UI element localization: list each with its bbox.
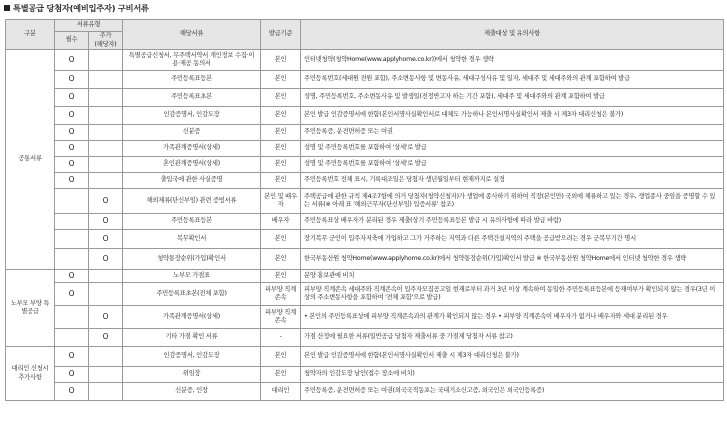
document-name: 인감증명서, 인감도장 bbox=[123, 107, 261, 125]
document-name: 해외체류(단신부임) 관련 증빙서류 bbox=[123, 189, 261, 214]
table-row bbox=[6, 189, 724, 214]
additional-mark: O bbox=[89, 214, 123, 230]
required-mark: O bbox=[55, 125, 89, 141]
note: 성명 및 주민등록번호를 포함하여 '상세'로 발급 bbox=[301, 157, 724, 173]
document-name: 주민등록표초본 bbox=[123, 89, 261, 107]
required-mark: O bbox=[55, 383, 89, 401]
note: 분양 홍보관에 비치 bbox=[301, 270, 724, 283]
additional-mark: O bbox=[89, 189, 123, 214]
basis: 본인 bbox=[261, 50, 301, 71]
required-mark: O bbox=[55, 107, 89, 125]
required-mark bbox=[55, 306, 89, 329]
required-mark: O bbox=[55, 283, 89, 306]
required-mark: O bbox=[55, 89, 89, 107]
basis: 본인 bbox=[261, 230, 301, 249]
header-category: 구분 bbox=[6, 20, 55, 50]
square-bullet-icon bbox=[4, 5, 10, 11]
basis: 본인 bbox=[261, 89, 301, 107]
additional-mark bbox=[89, 50, 123, 71]
additional-mark bbox=[89, 347, 123, 367]
note: • 본인의 주민등록표상에 피부양 직계존속과의 관계가 확인되지 않는 경우 • 피부양 직계존속이 배우자가 없거나 배우자와 세대 분리된 경우 bbox=[301, 306, 724, 329]
basis: 본인 bbox=[261, 125, 301, 141]
note: 주민등록표상 배우자가 분리된 경우 제출(상기 주민등록표등본 발급 시 유의사항에 따라 발급 바람) bbox=[301, 214, 724, 230]
additional-mark bbox=[89, 367, 123, 383]
documents-table bbox=[5, 19, 724, 401]
note: 성명 및 주민등록번호를 포함하여 '상세'로 발급 bbox=[301, 141, 724, 157]
additional-mark bbox=[89, 173, 123, 189]
table-row bbox=[6, 329, 724, 347]
document-name: 주민등록표등본 bbox=[123, 71, 261, 89]
required-mark bbox=[55, 214, 89, 230]
note: 성명, 주민등록번호, 주소변동사유 및 발생일(전정반고자 하는 기간 포함), 세대주 및 세대주와의 관계 포함하여 발급 bbox=[301, 89, 724, 107]
document-name: 주민등록표등본 bbox=[123, 214, 261, 230]
table-row bbox=[6, 270, 724, 283]
group-name: 공통서류 bbox=[6, 50, 55, 270]
document-name: 신분증 bbox=[123, 125, 261, 141]
group-name: 노부모 부양 특별공급 bbox=[6, 270, 55, 347]
required-mark: O bbox=[55, 347, 89, 367]
document-name: 청약통장순위(가입)확인서 bbox=[123, 249, 261, 270]
additional-mark bbox=[89, 125, 123, 141]
additional-mark bbox=[89, 270, 123, 283]
document-name: 위임장 bbox=[123, 367, 261, 383]
table-row bbox=[6, 230, 724, 249]
required-mark bbox=[55, 189, 89, 214]
basis: 본인 bbox=[261, 71, 301, 89]
note: 한국부동산원 청약Home(www.applyhome.co.kr)에서 청약통장순위(가입)확인서 발급 ※ 한국부동산원 청약Home에서 인터넷 청약한 경우 생략 bbox=[301, 249, 724, 270]
basis: 본인 bbox=[261, 347, 301, 367]
note: 주택공급에 관한 규칙 제4조7항에 의거 당첨자(청약신청자)가 생업에 종사하기 위하여 직장(본인만) 국외에 체류하고 있는 경우, 생업종사 중임을 증명할 수 있는 서류(※ 아래 표 '해외근무자(단신부임) 입증서류' 참조) bbox=[301, 189, 724, 214]
note: 청약자의 인감도장 날인(접수 장소에 비치) bbox=[301, 367, 724, 383]
basis: 본인 및 배우자 bbox=[261, 189, 301, 214]
document-name: 특별공급신청서, 무주택서약서 개인정보 수집·이용·제공 동의서 bbox=[123, 50, 261, 71]
additional-mark: O bbox=[89, 249, 123, 270]
basis: 본인 bbox=[261, 173, 301, 189]
note: 피부양 직계존속 세대주와 직계존속이 입주자모집공고일 현재로부터 과거 3년 이상 계속하여 동일한 주민등록표등본에 등재여부가 확인되지 않는 경우(3년 이상의 주소변동사항을 포함하여 '전체 포함'으로 발급) bbox=[301, 283, 724, 306]
table-row bbox=[6, 71, 724, 89]
required-mark: O bbox=[55, 270, 89, 283]
note: 인터넷청약(청약Home(www.applyhome.co.kr))에서 청약한 경우 생략 bbox=[301, 50, 724, 71]
required-mark: O bbox=[55, 71, 89, 89]
section-title bbox=[4, 3, 149, 17]
header-basis: 발급기준 bbox=[261, 20, 301, 50]
header-doc-type: 서류유형 bbox=[55, 20, 123, 32]
document-name: 출입국에 관한 사실증명 bbox=[123, 173, 261, 189]
table-row bbox=[6, 283, 724, 306]
required-mark: O bbox=[55, 50, 89, 71]
basis: 본인 bbox=[261, 107, 301, 125]
note: 주민등록번호(세대원 전원 포함), 주소변동사항 및 변동사유, 세대구성사유 및 일자, 세대주 및 세대주와의 관계 포함하여 발급 bbox=[301, 71, 724, 89]
table-row bbox=[6, 89, 724, 107]
group-name: 대리인 신청시 추가사항 bbox=[6, 347, 55, 401]
table-row bbox=[6, 249, 724, 270]
note: 장기복무 군인이 입주자저축에 가입하고 그가 거주하는 지역과 다른 주택건설지역의 주택을 공급받으려는 경우 군복무기간 명시 bbox=[301, 230, 724, 249]
additional-mark bbox=[89, 157, 123, 173]
additional-mark bbox=[89, 383, 123, 401]
required-mark: O bbox=[55, 141, 89, 157]
additional-mark bbox=[89, 89, 123, 107]
additional-mark: O bbox=[89, 230, 123, 249]
required-mark bbox=[55, 230, 89, 249]
header-document: 해당서류 bbox=[123, 20, 261, 50]
document-name: 노부모 가점표 bbox=[123, 270, 261, 283]
required-mark bbox=[55, 329, 89, 347]
required-mark: O bbox=[55, 173, 89, 189]
note: 본인 발급 인감증명서에 한함(본인서명사실확인서 제출 시 제3자 대리신청은 불가) bbox=[301, 347, 724, 367]
header-notes: 제출대상 및 유의사항 bbox=[301, 20, 724, 50]
note: 주민등록증, 운전면허증 또는 여권 bbox=[301, 125, 724, 141]
table-row bbox=[6, 347, 724, 367]
table-row bbox=[6, 157, 724, 173]
basis: 본인 bbox=[261, 270, 301, 283]
table-row bbox=[6, 141, 724, 157]
note: 본인 발급 인감증명서에 한함(본인서명사실확인서로 대체도 가능하나 본인서명사실확인서 제출 시 제3자 대리신청은 불가) bbox=[301, 107, 724, 125]
additional-mark bbox=[89, 283, 123, 306]
note: 주민등록증, 운전면허증 또는 여권(외국국적동포는 국내거소신고증, 외국인은 외국인등록증) bbox=[301, 383, 724, 401]
table-row bbox=[6, 306, 724, 329]
table-row bbox=[6, 367, 724, 383]
table-row bbox=[6, 107, 724, 125]
basis: - bbox=[261, 329, 301, 347]
document-name: 혼인관계증명서(상세) bbox=[123, 157, 261, 173]
basis: 대리인 bbox=[261, 383, 301, 401]
header-required: 필수 bbox=[55, 32, 89, 50]
note: 주민등록번호 전체 표시, 기록대조일은 당첨자 생년월일부터 현재까지로 설정 bbox=[301, 173, 724, 189]
table-row bbox=[6, 173, 724, 189]
additional-mark bbox=[89, 141, 123, 157]
document-name: 인감증명서, 인감도장 bbox=[123, 347, 261, 367]
table-row bbox=[6, 383, 724, 401]
table-row bbox=[6, 214, 724, 230]
header-additional: 추가 (해당자) bbox=[89, 32, 123, 50]
additional-mark bbox=[89, 71, 123, 89]
additional-mark: O bbox=[89, 306, 123, 329]
additional-mark: O bbox=[89, 329, 123, 347]
document-name: 기타 가점 확인 서류 bbox=[123, 329, 261, 347]
required-mark bbox=[55, 249, 89, 270]
note: 가점 산정에 필요한 서류(일반공급 당첨자 제출서류 중 가점제 당첨자 서류 참고) bbox=[301, 329, 724, 347]
basis: 본인 bbox=[261, 367, 301, 383]
table-row bbox=[6, 125, 724, 141]
document-name: 주민등록표초본(전체 포함) bbox=[123, 283, 261, 306]
basis: 본인 bbox=[261, 141, 301, 157]
basis: 본인 bbox=[261, 249, 301, 270]
document-name: 가족관계증명서(상세) bbox=[123, 141, 261, 157]
basis: 피부양 직계존속 bbox=[261, 283, 301, 306]
document-name: 복무확인서 bbox=[123, 230, 261, 249]
required-mark: O bbox=[55, 157, 89, 173]
basis: 배우자 bbox=[261, 214, 301, 230]
table-row bbox=[6, 50, 724, 71]
document-name: 신분증, 인장 bbox=[123, 383, 261, 401]
basis: 본인 bbox=[261, 157, 301, 173]
required-mark: O bbox=[55, 367, 89, 383]
document-name: 가족관계증명서(상세) bbox=[123, 306, 261, 329]
section-title-text: 특별공급 당첨자(예비입주자) 구비서류 bbox=[13, 3, 149, 13]
basis: 피부양 직계존속 bbox=[261, 306, 301, 329]
additional-mark bbox=[89, 107, 123, 125]
